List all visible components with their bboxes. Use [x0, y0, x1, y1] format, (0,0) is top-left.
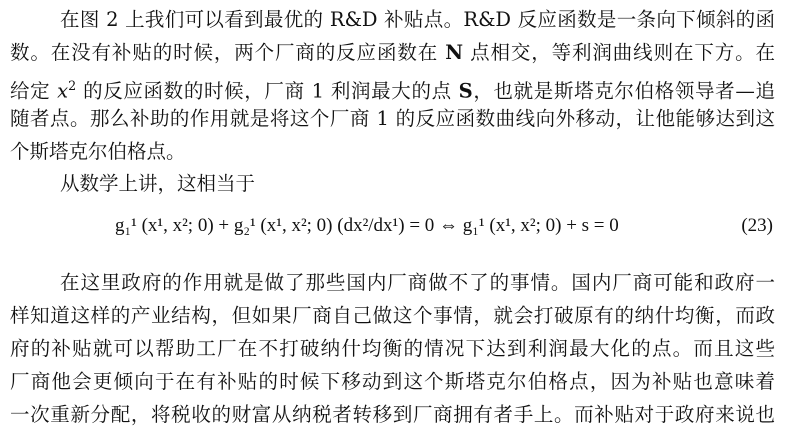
- equation: g₁¹ (x¹, x²; 0) + g₂¹ (x¹, x²; 0) (dx²/dx¹) = 0 ⇔ g₁¹ (x¹, x²; 0) + s = 0: [115, 215, 619, 236]
- point-label-N: N: [445, 41, 464, 64]
- text-line: 府的补贴就可以帮助工厂在不打破纳什均衡的情况下达到利润最大化的点。而且这些: [10, 337, 775, 360]
- text-line: 从数学上讲，这相当于: [60, 172, 256, 195]
- text-line: 在图 2 上我们可以看到最优的 R&D 补贴点。R&D 反应函数是一条向下倾斜的函: [60, 8, 775, 31]
- text-span: ，也就是斯塔克尔伯格领导者—追: [472, 79, 775, 103]
- point-label-S: S: [458, 79, 473, 103]
- math-variable: x: [57, 79, 69, 103]
- text-line: 随者点。那么补助的作用就是将这个厂商 1 的反应函数曲线向外移动，让他能够达到这: [10, 107, 775, 130]
- text-line: [10, 74, 775, 104]
- text-line: [10, 41, 775, 65]
- text-span: 给定: [10, 79, 58, 103]
- text-line: 厂商他会更倾向于在有补贴的时候下移动到这个斯塔克尔伯格点，因为补贴也意味着: [10, 370, 775, 393]
- equation-number: (23): [741, 215, 773, 236]
- text-span: 的反应函数的时候，厂商 1 利润最大的点: [76, 79, 459, 103]
- text-line: 一次重新分配，将税收的财富从纳税者转移到厂商拥有者手上。而补贴对于政府来说也: [10, 403, 775, 426]
- text-line: 个斯塔克尔伯格点。: [10, 140, 186, 163]
- math-superscript: 2: [68, 78, 77, 93]
- text-span: 数。在没有补贴的时候，两个厂商的反应函数在: [10, 41, 446, 64]
- text-line: 样知道这样的产业结构，但如果厂商自己做这个事情，就会打破原有的纳什均衡，而政: [10, 304, 775, 327]
- text-span: 点相交，等利润曲线则在下方。在: [463, 41, 775, 64]
- text-line: 在这里政府的作用就是做了那些国内厂商做不了的事情。国内厂商可能和政府一: [60, 271, 775, 294]
